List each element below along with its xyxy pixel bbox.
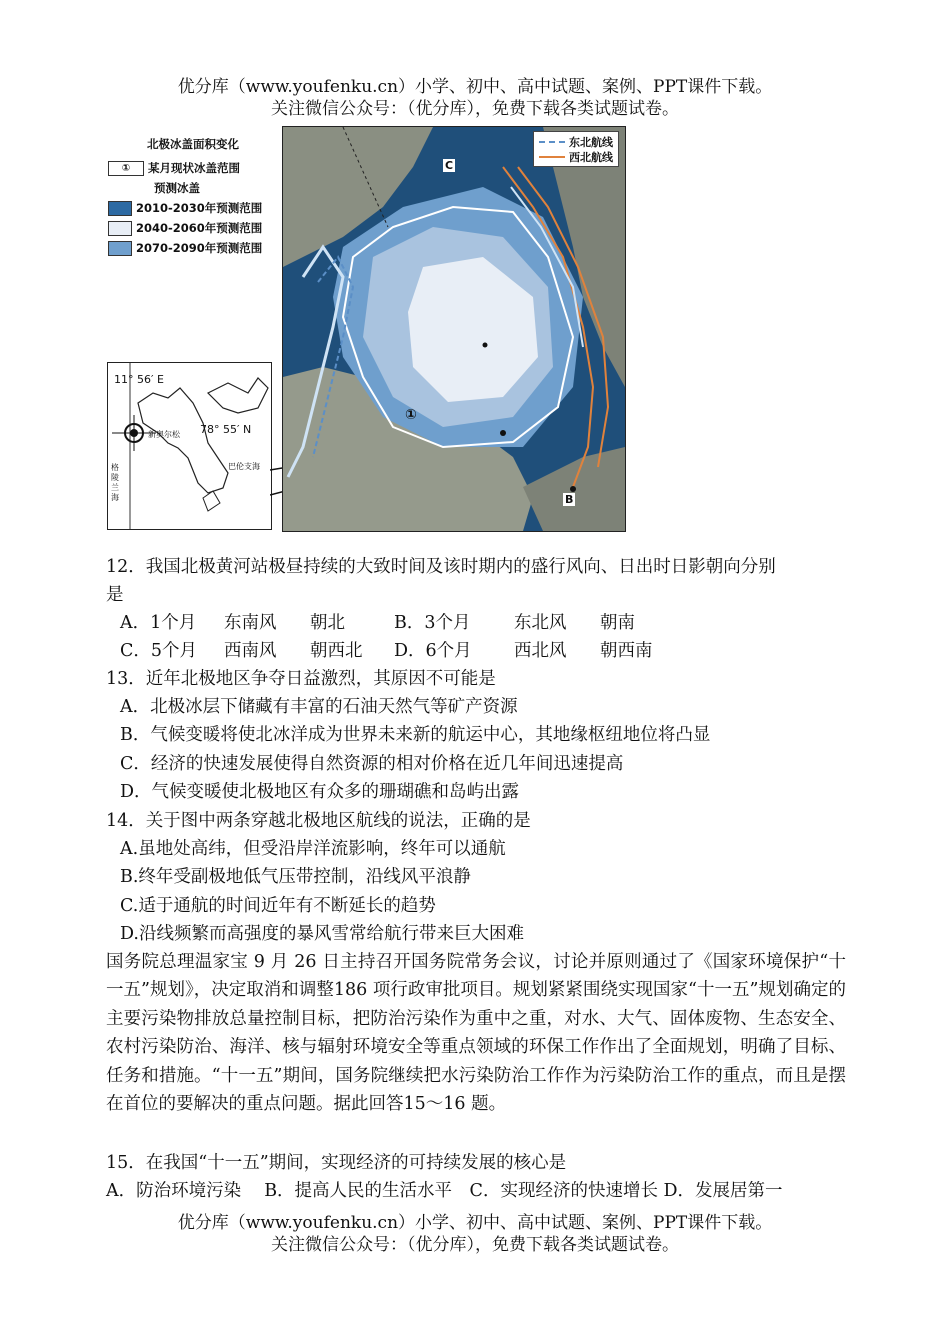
nw-route-label: 西北航线 bbox=[569, 150, 613, 164]
legend-item-3-label: 2070-2090年预测范围 bbox=[136, 241, 263, 255]
legend-item-1-label: 2010-2030年预测范围 bbox=[136, 201, 263, 215]
q14-option-a: A.虽地处高纬，但受沿岸洋流影响，终年可以通航 bbox=[120, 839, 506, 859]
q12-d-shadow: 朝西南 bbox=[600, 641, 653, 661]
q12-c-shadow: 朝西北 bbox=[310, 641, 363, 661]
q13-option-d: D．气候变暖使北极地区有众多的珊瑚礁和岛屿出露 bbox=[120, 782, 520, 802]
route-legend bbox=[533, 131, 619, 167]
footer-line-2: 关注微信公众号：（优分库），免费下载各类试题试卷。 bbox=[271, 1235, 679, 1255]
header-line-1: 优分库（www.youfenku.cn）小学、初中、高中试题、案例、PPT课件下载。 bbox=[177, 77, 773, 97]
q12-a-shadow: 朝北 bbox=[310, 613, 345, 633]
legend-title: 北极冰盖面积变化 bbox=[147, 137, 239, 151]
inset-place: 新奥尔松 bbox=[148, 430, 180, 439]
legend-item-2-label: 2040-2060年预测范围 bbox=[136, 221, 263, 235]
svalbard-outline bbox=[108, 363, 271, 529]
passage: 国务院总理温家宝 9 月 26 日主持召开国务院常务会议，讨论并原则通过了《国家环境保护“十一五”规划》，决定取消和调整186 项行政审批项目。规划紧紧围绕实现国家“十一五”规划确定的主要污染物排放总量控制目标，把防治污染作为重中之重，对水、大气、固体废物、生态安全、农村污染防治、海洋、核与辐射环境安全等重点领域的环保工作作出了全面规划，明确了目标、任务和措施。“十一五”期间，国务院继续把水污染防治工作作为污染防治工作的重点，而且是摆在首位的要解决的重点问题。据此回答15～16 题。 bbox=[106, 952, 846, 1115]
route-legend-nw bbox=[539, 149, 613, 164]
legend-current-label: 某月现状冰盖范围 bbox=[148, 161, 240, 175]
inset-strait: 格陵兰海 bbox=[111, 463, 119, 502]
q14-option-b: B.终年受副极地低气压带控制，沿线风平浪静 bbox=[120, 867, 471, 887]
q12-options-cd bbox=[120, 640, 653, 662]
q13-option-b: B．气候变暖将使北冰洋成为世界未来新的航运中心，其地缘枢纽地位将凸显 bbox=[120, 725, 711, 745]
q12-options-ab bbox=[120, 612, 635, 634]
q12-stem: 12．我国北极黄河站极昼持续的大致时间及该时期内的盛行风向、日出时日影朝向分别 bbox=[106, 557, 776, 577]
point-c-label: C bbox=[445, 159, 454, 172]
current-ice-marker: ① bbox=[405, 407, 417, 423]
inset-latitude: 78° 55′ N bbox=[200, 423, 252, 436]
legend-item-3 bbox=[108, 238, 278, 258]
inset-sea: 巴伦支海 bbox=[228, 462, 260, 471]
legend-item-2 bbox=[108, 218, 278, 238]
route-legend-ne bbox=[539, 134, 613, 149]
q12-d-wind: 西北风 bbox=[514, 641, 567, 661]
q14-stem: 14．关于图中两条穿越北极地区航线的说法，正确的是 bbox=[106, 811, 531, 831]
q12-b-shadow: 朝南 bbox=[600, 613, 635, 633]
q12-a-wind: 东南风 bbox=[224, 613, 277, 633]
q15-options: A．防治环境污染 B．提高人民的生活水平 C．实现经济的快速增长 D．发展居第一 bbox=[106, 1181, 783, 1201]
q12-c: C．5个月 bbox=[120, 641, 198, 661]
ice-legend bbox=[108, 136, 278, 258]
legend-current bbox=[108, 158, 278, 178]
q15-stem: 15．在我国“十一五”期间，实现经济的可持续发展的核心是 bbox=[106, 1153, 567, 1173]
q14-option-c: C.适于通航的时间近年有不断延长的趋势 bbox=[120, 896, 436, 916]
arctic-map-drawing bbox=[283, 127, 625, 531]
q12-a: A．1个月 bbox=[120, 613, 197, 633]
arctic-ice-map bbox=[282, 126, 626, 532]
point-b-label: B bbox=[565, 493, 574, 506]
q12-b: B．3个月 bbox=[394, 613, 471, 633]
q13-option-a: A．北极冰层下储藏有丰富的石油天然气等矿产资源 bbox=[120, 697, 518, 717]
svalbard-inset-map bbox=[107, 362, 272, 530]
swatch-2010 bbox=[108, 201, 132, 216]
swatch-2040 bbox=[108, 221, 132, 236]
current-ice-swatch: ① bbox=[108, 161, 144, 176]
header-line-2: 关注微信公众号：（优分库），免费下载各类试题试卷。 bbox=[271, 99, 679, 119]
q12-stem-cont: 是 bbox=[106, 585, 124, 605]
footer-line-1: 优分库（www.youfenku.cn）小学、初中、高中试题、案例、PPT课件下载。 bbox=[177, 1213, 773, 1233]
ne-route-swatch bbox=[539, 141, 565, 143]
legend-forecast-title: 预测冰盖 bbox=[154, 181, 200, 195]
nw-route-swatch bbox=[539, 156, 565, 158]
legend-item-1 bbox=[108, 198, 278, 218]
q12-c-wind: 西南风 bbox=[224, 641, 277, 661]
inset-longitude: 11° 56′ E bbox=[114, 373, 164, 386]
q12-d: D．6个月 bbox=[394, 641, 472, 661]
q12-b-wind: 东北风 bbox=[514, 613, 567, 633]
q13-stem: 13．近年北极地区争夺日益激烈，其原因不可能是 bbox=[106, 669, 496, 689]
swatch-2070 bbox=[108, 241, 132, 256]
ne-route-label: 东北航线 bbox=[569, 135, 613, 149]
q13-option-c: C．经济的快速发展使得自然资源的相对价格在近几年间迅速提高 bbox=[120, 754, 624, 774]
q14-option-d: D.沿线频繁而高强度的暴风雪常给航行带来巨大困难 bbox=[120, 924, 524, 944]
